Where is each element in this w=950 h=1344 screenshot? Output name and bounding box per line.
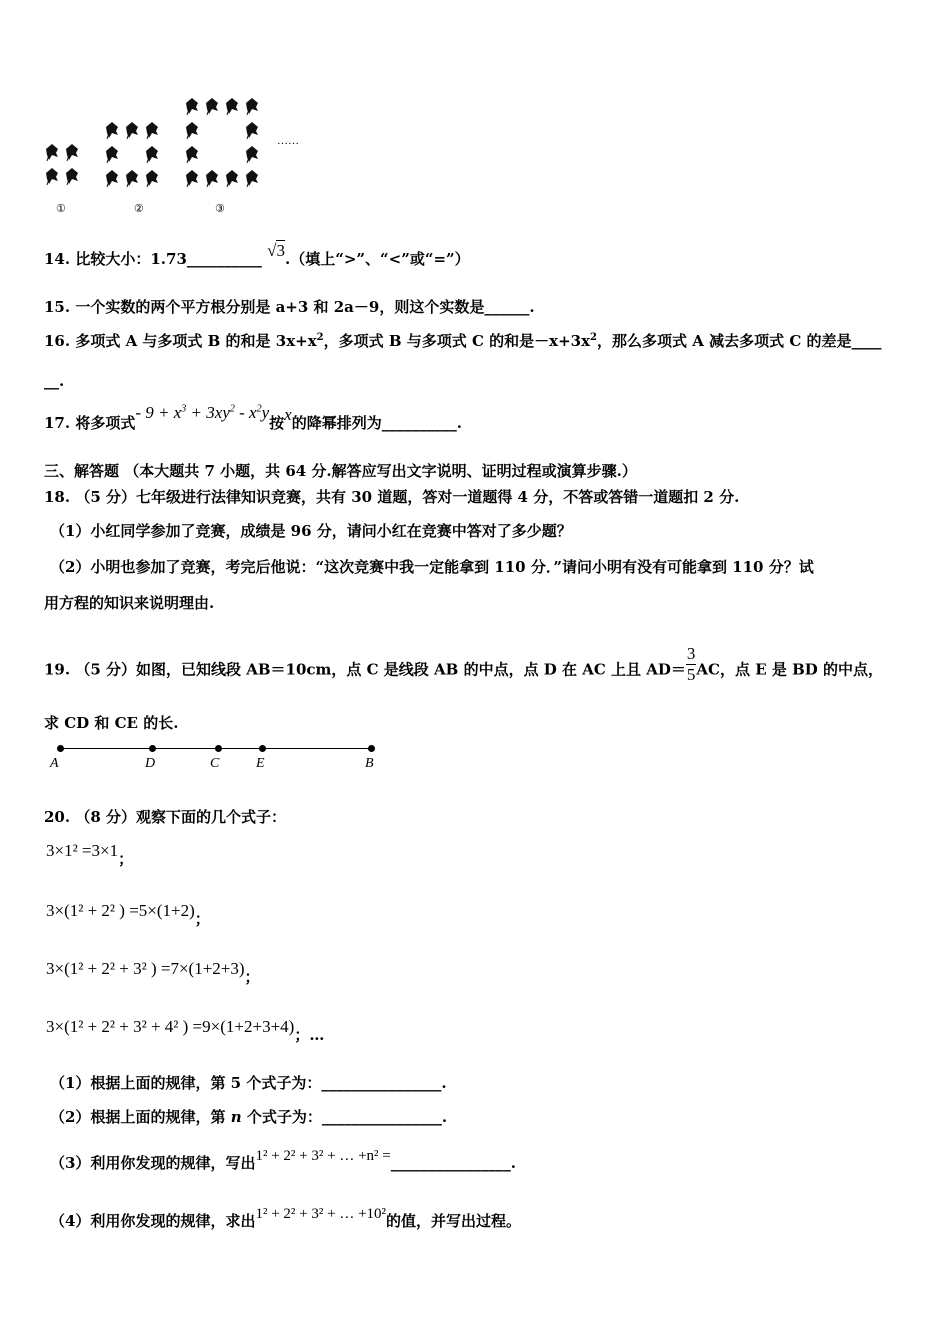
- question-16-cont: [44, 372, 64, 390]
- q18-part-2-cont: 用方程的知识来说明理由.: [44, 594, 215, 612]
- q17-text-c: 的降幂排列为__________.: [291, 414, 462, 432]
- q20-part-2: [50, 1106, 447, 1127]
- q15-number: 15.: [44, 298, 71, 316]
- pattern-3: [186, 98, 258, 187]
- q19-text-a: （5 分）如图，已知线段 AB＝10cm，点 C 是线段 AB 的中点，点 D 在 AC 上且 AD＝: [75, 660, 686, 679]
- q19-text-c: 求 CD 和 CE 的长.: [44, 714, 179, 732]
- q16-text-b: ，多项式 B 与多项式 C 的和是－x+3x: [323, 332, 591, 350]
- q20-p2-var: n: [230, 1108, 242, 1126]
- question-17: [44, 403, 462, 433]
- q16-sup-b: 2: [590, 332, 598, 343]
- label-c: C: [210, 756, 220, 771]
- q14-text-a: 比较大小：1.73: [75, 250, 187, 268]
- q19-text-b: AC，点 E 是 BD 的中点，: [696, 660, 884, 679]
- pattern-1: [46, 144, 78, 185]
- fraction-denominator: 5: [686, 665, 696, 684]
- question-14: [44, 241, 470, 269]
- q14-sqrt: [267, 241, 285, 260]
- q20-equation-3: [46, 958, 260, 986]
- pattern-ellipsis: ……: [277, 135, 299, 147]
- poly-part-a: - 9 + x: [135, 403, 182, 422]
- q20-part-4: [50, 1206, 522, 1231]
- q18-stem: （5 分）七年级进行法律知识竞赛，共有 30 道题，答对一道题得 4 分，不答或答错一道题扣 2 分.: [75, 488, 740, 506]
- question-19: [44, 644, 884, 691]
- eq2-sep: ；: [194, 910, 210, 928]
- point-a: [57, 745, 64, 752]
- poly-part-b: + 3xy: [186, 403, 230, 422]
- q20-p4-text-b: 的值，并写出过程。: [386, 1212, 522, 1230]
- pattern-figure: [40, 95, 320, 220]
- q20-p2-text-b: 个式子为：________________.: [246, 1108, 448, 1126]
- q15-text: 一个实数的两个平方根分别是 a+3 和 2a－9，则这个实数是______.: [75, 298, 535, 316]
- label-d: D: [145, 756, 156, 771]
- label-b: B: [365, 756, 374, 771]
- q18-number: 18.: [44, 488, 71, 506]
- q20-equation-4: [46, 1016, 325, 1044]
- q18-part-1: （1）小红同学参加了竞赛，成绩是 96 分，请问小红在竞赛中答对了多少题？: [50, 522, 572, 540]
- point-b: [368, 745, 375, 752]
- q17-var: x: [284, 405, 292, 424]
- question-20: [44, 806, 286, 827]
- q16-text-a: 多项式 A 与多项式 B 的和是 3x+x: [75, 332, 317, 350]
- q17-text-b: 按: [269, 414, 285, 432]
- pattern-label-3: ③: [215, 203, 225, 215]
- sqrt-sign: √: [267, 241, 277, 260]
- fraction-numerator: 3: [686, 644, 696, 663]
- label-a: A: [50, 756, 59, 771]
- eq3-sep: ；: [244, 968, 260, 986]
- q17-text-a: 将多项式: [75, 414, 136, 432]
- eq1-sep: ；: [118, 850, 134, 868]
- q20-p2-text-a: （2）根据上面的规律，第: [50, 1108, 226, 1126]
- q16-text-d: __.: [44, 372, 65, 390]
- q16-sup-a: 2: [316, 332, 324, 343]
- q19-number: 19.: [44, 660, 71, 679]
- q20-stem: （8 分）观察下面的几个式子：: [75, 808, 287, 826]
- pattern-2: [106, 122, 158, 187]
- eq3-expr: 3×(1² + 2² + 3² ) =7×(1+2+3): [46, 959, 245, 978]
- eq2-expr: 3×(1² + 2² ) =5×(1+2): [46, 901, 195, 920]
- q20-equation-1: [46, 840, 134, 868]
- q20-part-1: （1）根据上面的规律，第 5 个式子为：________________.: [50, 1074, 447, 1092]
- q18-part-2: （2）小明也参加了竞赛，考完后他说：“这次竞赛中我一定能拿到 110 分．”请问小明有没有可能拿到 110 分？试: [50, 558, 814, 576]
- question-15: [44, 296, 535, 317]
- poly-sup-3: 2: [256, 403, 262, 415]
- point-e: [259, 745, 266, 752]
- question-18: [44, 486, 739, 507]
- eq4-expr: 3×(1² + 2² + 3² + 4² ) =9×(1+2+3+4): [46, 1017, 295, 1036]
- poly-part-d: y: [261, 403, 270, 422]
- q20-part-3: [50, 1148, 516, 1173]
- pattern-label-1: ①: [56, 203, 66, 215]
- poly-part-c: - x: [234, 403, 257, 422]
- q17-polynomial: [135, 403, 269, 422]
- q20-p3-text-a: （3）利用你发现的规律，写出: [50, 1154, 256, 1172]
- q14-text-b: .（填上“>”、“<”或“=”）: [284, 250, 470, 268]
- section-3-title: 三、解答题 （本大题共 7 小题，共 64 分.解答应写出文字说明、证明过程或演算步骤.）: [44, 462, 637, 480]
- q16-text-c: ，那么多项式 A 减去多项式 C 的差是____: [597, 332, 882, 350]
- q14-number: 14.: [44, 250, 71, 268]
- q20-p3-text-b: ________________.: [390, 1154, 516, 1172]
- point-d: [149, 745, 156, 752]
- q20-p3-expr: 1² + 2² + 3² + … +n² =: [255, 1148, 391, 1164]
- q19-fraction: [686, 644, 697, 685]
- point-c: [215, 745, 222, 752]
- q20-number: 20.: [44, 808, 71, 826]
- q16-number: 16.: [44, 332, 71, 350]
- poly-sup-2: 2: [229, 403, 235, 415]
- sqrt-value: 3: [276, 241, 285, 260]
- q20-equation-2: [46, 900, 210, 928]
- poly-sup-1: 3: [181, 403, 187, 415]
- q17-number: 17.: [44, 414, 71, 432]
- q20-p4-expr: 1² + 2² + 3² + … +10²: [255, 1206, 387, 1222]
- q20-p4-text-a: （4）利用你发现的规律，求出: [50, 1212, 256, 1230]
- eq1-expr: 3×1² =3×1: [46, 841, 119, 860]
- label-e: E: [256, 756, 265, 771]
- eq4-sep: ；…: [294, 1026, 325, 1044]
- question-16: [44, 330, 881, 351]
- q14-blank: __________: [186, 250, 262, 268]
- pattern-label-2: ②: [134, 203, 144, 215]
